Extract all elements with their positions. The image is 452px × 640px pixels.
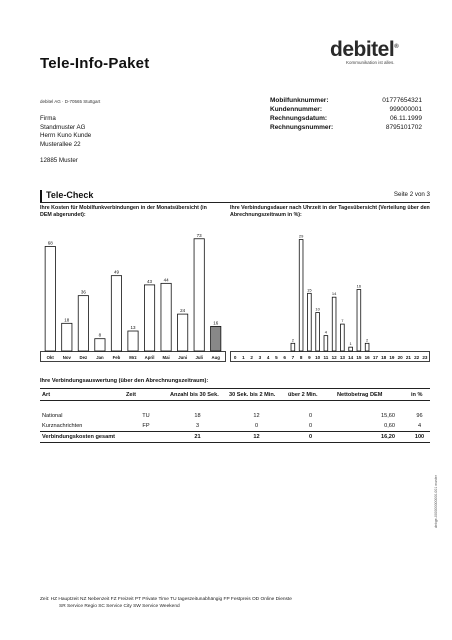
total-label: Verbindungskosten gesamt [40,432,124,443]
x-tick-label: 12 [331,355,337,360]
cell-art: National [42,413,63,419]
table-header-row [40,389,430,401]
sender-line: debitel AG · D-70565 Stuttgart [40,99,101,104]
bar-value-label: 24 [180,308,186,314]
col-header-over-2m: über 2 Min. [286,389,335,401]
section-marker [40,190,42,202]
x-tick-label: 13 [339,355,345,360]
logo-main-text: debi [330,38,372,61]
bar-value-label: 29 [298,233,304,239]
cell-30s-2m: 12 [253,413,260,419]
x-tick-label: 20 [397,355,403,360]
cell-anzahl: 18 [194,413,201,419]
bar-value-label: 43 [147,278,153,284]
meta-row-mobile [270,96,422,105]
bar-value-label: 1 [349,341,352,347]
x-tick-label: 21 [405,355,411,360]
table-total-row [40,432,430,443]
bar [316,313,320,351]
bar-value-label: 16 [356,283,362,289]
x-tick-label: Dez [79,355,88,360]
connection-summary-table [40,388,430,443]
col-header-30s-2m: 30 Sek. bis 2 Min. [227,389,286,401]
x-tick-label: 7 [291,355,295,360]
section-title: Tele-Check [46,190,94,200]
x-tick-label: 2 [250,355,253,360]
meta-label: Mobilfunknummer: [270,97,329,104]
x-tick-label: April [144,355,155,360]
cell-percent: 4 [417,423,422,429]
x-tick-label: 15 [356,355,362,360]
bar-value-label: 13 [130,325,136,331]
col-header-zeit: Zeit [124,389,168,401]
bar [341,324,345,351]
bar-value-label: 16 [213,320,219,326]
cell-anzahl: 3 [195,423,200,429]
bar [128,331,138,351]
bar [111,276,121,351]
abbreviation-legend [40,596,292,610]
table-row [40,411,430,421]
meta-label: Rechnungsdatum: [270,115,328,122]
invoice-meta [270,96,422,132]
cell-zeit: TU [142,413,150,419]
bar-value-label: 10 [315,306,320,312]
x-tick-label: Aug [211,355,220,360]
x-tick-label: 3 [258,355,262,360]
bar [349,347,353,351]
meta-value: 01777654321 [382,97,422,104]
cell-over-2m: 0 [308,423,313,429]
bar-value-label: 18 [64,317,70,323]
bar [291,343,295,351]
logo-accent-text: tel [371,38,395,61]
x-tick-label: Feb [112,355,121,360]
meta-value: 999000001 [389,106,422,113]
meta-row-invoice [270,123,422,132]
section-header [40,189,430,203]
cell-percent: 96 [416,413,423,419]
table-spacer [40,401,430,412]
bar [324,336,328,351]
bar-value-label: 2 [291,337,294,343]
bar [62,323,72,351]
x-tick-label: 0 [233,355,237,360]
x-tick-label: 18 [381,355,387,360]
monthly-chart-title: Ihre Kosten für Mobilfunkverbindungen in der Monatsübersicht (in DEM abgerundet): [40,205,207,218]
bar [299,240,303,351]
bar [95,339,105,351]
cell-30s-2m: 0 [254,423,259,429]
legend-line: SR Service Regio SC Service City SW Service Weekend [59,604,180,609]
x-tick-label: 5 [275,355,278,360]
bar-value-label: 36 [80,289,86,295]
col-header-percent: in % [409,389,430,401]
bar-value-label: 8 [98,332,102,338]
meta-value: 06.11.1999 [389,115,422,122]
logo-tagline: Kommunikation ist alles. [346,60,395,65]
total-anzahl: 21 [168,432,227,443]
bar-value-label: 14 [331,291,337,297]
cell-over-2m: 0 [308,413,313,419]
x-tick-label: 8 [299,355,303,360]
total-30s-2m: 12 [227,432,286,443]
bar [308,293,312,351]
page-title: Tele-Info-Paket [40,55,150,72]
bar [365,343,369,351]
x-tick-label: 10 [315,355,321,360]
x-tick-label: Jan [96,355,104,360]
meta-row-customer [270,105,422,114]
address-city: 12885 Muster [40,157,78,164]
x-tick-label: 14 [348,355,354,360]
bar [45,246,55,351]
bar [144,285,154,351]
meta-label: Rechnungsnummer: [270,124,334,131]
table-row [40,421,430,432]
page-indicator: Seite 2 von 3 [393,191,430,198]
total-over-2m: 0 [286,432,335,443]
x-tick-label: Nov [62,355,71,360]
cell-netto: 15,60 [381,413,395,419]
x-tick-label: 1 [242,355,245,360]
x-tick-label: Mrz [129,355,137,360]
total-netto: 16,20 [335,432,409,443]
cell-zeit: FP [142,423,150,429]
bar [78,296,88,351]
meta-row-date [270,114,422,123]
x-tick-label: 23 [422,355,428,360]
address-line: Herrn Kuno Kunde [40,132,92,139]
col-header-anzahl: Anzahl bis 30 Sek. [168,389,227,401]
cell-netto: 0,60 [384,423,395,429]
meta-label: Kundennummer: [270,106,322,113]
x-tick-label: 16 [364,355,370,360]
x-tick-label: 17 [372,355,378,360]
legend-line: Zeit: HZ Hauptzeit NZ Nebenzeit FZ Freizeit PT Private Time TU tageszeitunabhängig FP Festpreis OD Online Dienste [40,597,292,602]
debitel-logo [330,38,398,62]
document-id: debge-000000000000-001 muster [434,475,438,528]
x-tick-label: Juni [178,355,188,360]
bar-value-label: 49 [113,269,119,275]
bar [357,290,361,352]
bar-value-label: 44 [163,277,169,283]
x-tick-label: 6 [283,355,286,360]
bar [194,239,204,351]
bar-value-label: 7 [341,318,344,324]
x-tick-label: 19 [389,355,395,360]
x-tick-label: Juli [195,355,203,360]
hourly-duration-chart [230,222,430,367]
x-tick-label: 4 [266,355,270,360]
address-line: Standmuster AG [40,123,86,131]
col-header-netto: Nettobetrag DEM [335,389,409,401]
x-tick-label: Okt [46,355,54,360]
recipient-address [40,115,91,149]
bar [211,326,221,351]
bar-value-label: 15 [307,287,312,293]
x-tick-label: 9 [308,355,311,360]
hourly-chart-title: Ihre Verbindungsdauer nach Uhrzeit in der Tagesübersicht (Verteilung über den Abrechnungszeitraum in %): [230,205,430,218]
total-zeit [124,432,168,443]
logo-registered-mark: ® [394,44,399,50]
col-header-art: Art [40,389,124,401]
table-title: Ihre Verbindungsauswertung (über den Abrechnungszeitraum): [40,378,209,384]
address-line: Firma [40,115,56,122]
monthly-cost-chart [40,222,226,367]
bar-value-label: 68 [47,240,53,246]
bar-value-label: 4 [324,329,327,335]
address-line: Musterallee 22 [40,140,81,148]
bar-value-label: 73 [196,232,202,238]
cell-art: Kurznachrichten [42,423,83,429]
x-tick-label: 22 [414,355,420,360]
bar [178,314,188,351]
meta-value: 8795101702 [385,124,422,131]
x-tick-label: Mai [162,355,170,360]
x-tick-label: 11 [323,355,329,360]
bar-value-label: 2 [366,337,369,343]
bar [161,283,171,351]
total-percent: 100 [409,432,430,443]
bar [332,297,336,351]
